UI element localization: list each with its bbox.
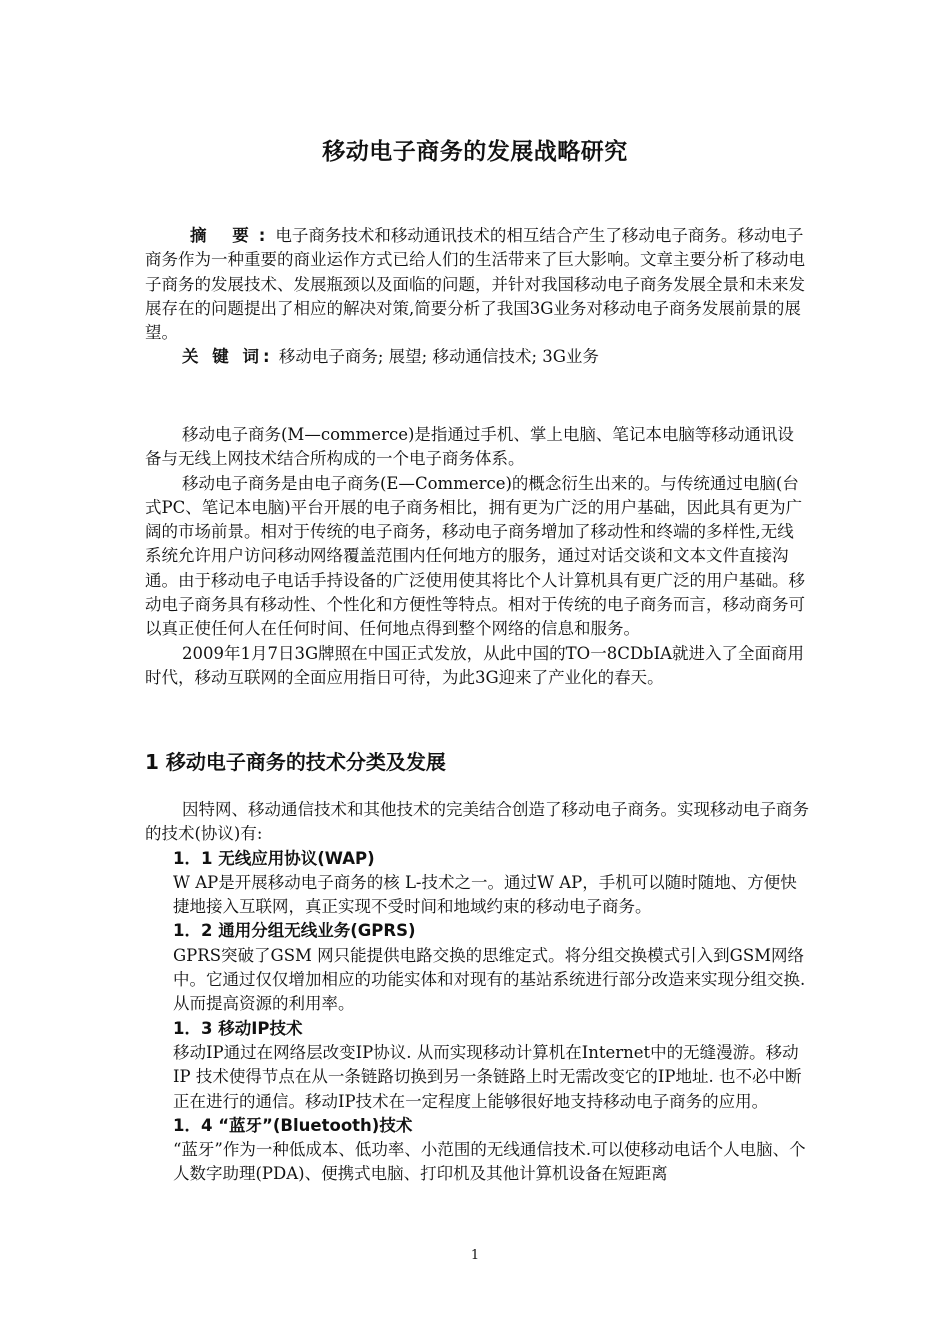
intro-block <box>145 423 810 690</box>
section-lead: 因特网、移动通信技术和其他技术的完美结合创造了移动电子商务。实现移动电子商务的技术(协议)有: <box>145 800 809 844</box>
keywords-label: 关 键 词: <box>182 347 274 367</box>
section-body <box>145 798 810 1187</box>
abstract-paragraph <box>145 224 810 345</box>
section-heading: 1 移动电子商务的技术分类及发展 <box>145 750 446 774</box>
subsection-heading: 1．1 无线应用协议(WAP) <box>173 848 375 868</box>
subsection-heading: 1．3 移动IP技术 <box>173 1018 303 1038</box>
abstract-block <box>145 224 810 370</box>
keywords-text: 移动电子商务; 展望; 移动通信技术; 3G业务 <box>278 347 599 367</box>
intro-paragraph: 移动电子商务是由电子商务(E—Commerce)的概念衍生出来的。与传统通过电脑(台式PC、笔记本电脑)平台开展的电子商务相比，拥有更为广泛的用户基础，因此具有更为广阔的市场前景。相对于传统的电子商务，移动电子商务增加了移动性和终端的多样性,无线系统允许用户访问移动网络覆盖范围内任何地方的服务，通过对话交谈和文本文件直接沟通。由于移动电子电话手持设备的广泛使用使其将比个人计算机具有更广泛的用户基础。移动电子商务具有移动性、个性化和方便性等特点。相对于传统的电子商务而言，移动商务可以真正使任何人在任何时间、任何地点得到整个网络的信息和服务。 <box>145 473 805 639</box>
subsection-text: W AP是开展移动电子商务的核 L-技术之一。通过W AP，手机可以随时随地、方便快捷地接入互联网，真正实现不受时间和地域约束的移动电子商务。 <box>173 872 797 917</box>
abstract-text: 电子商务技术和移动通讯技术的相互结合产生了移动电子商务。移动电子商务作为一种重要的商业运作方式已给人们的生活带来了巨大影响。文章主要分析了移动电子商务的发展技术、发展瓶颈以及面临的问题，并针对我国移动电子商务发展全景和未来发展存在的问题提出了相应的解决对策,简要分析了我国3G业务对移动电子商务发展前景的展望。 <box>145 226 805 343</box>
subsection-text: GPRS突破了GSM 网只能提供电路交换的思维定式。将分组交换模式引入到GSM网络中。它通过仅仅增加相应的功能实体和对现有的基站系统进行部分改造来实现分组交换. 从而提高资源的利用率。 <box>173 945 806 1014</box>
subsection-text: 移动IP通过在网络层改变IP协议. 从而实现移动计算机在Internet中的无缝漫游。移动IP 技术使得节点在从一条链路切换到另一条链路上时无需改变它的IP地址. 也不必中断正在进行的通信。移动IP技术在一定程度上能够很好地支持移动电子商务的应用。 <box>173 1042 802 1111</box>
page-number: 1 <box>470 1248 480 1263</box>
keywords-line <box>145 345 810 369</box>
intro-paragraph: 移动电子商务(M—commerce)是指通过手机、掌上电脑、笔记本电脑等移动通讯设备与无线上网技术结合所构成的一个电子商务体系。 <box>145 425 794 469</box>
subsection-heading: 1．2 通用分组无线业务(GPRS) <box>173 921 416 941</box>
intro-paragraph: 2009年1月7日3G牌照在中国正式发放，从此中国的TO一8CDbIA就进入了全面商用时代，移动互联网的全面应用指日可待，为此3G迎来了产业化的春天。 <box>145 643 805 687</box>
abstract-label: 摘 要: <box>190 226 276 245</box>
subsection-heading: 1．4 “蓝牙”(Bluetooth)技术 <box>173 1115 413 1135</box>
subsection-text: “蓝牙”作为一种低成本、低功率、小范围的无线通信技术.可以使移动电话个人电脑、个人数字助理(PDA)、便携式电脑、打印机及其他计算机设备在短距离 <box>173 1140 806 1184</box>
document-title: 移动电子商务的发展战略研究 <box>322 139 628 165</box>
